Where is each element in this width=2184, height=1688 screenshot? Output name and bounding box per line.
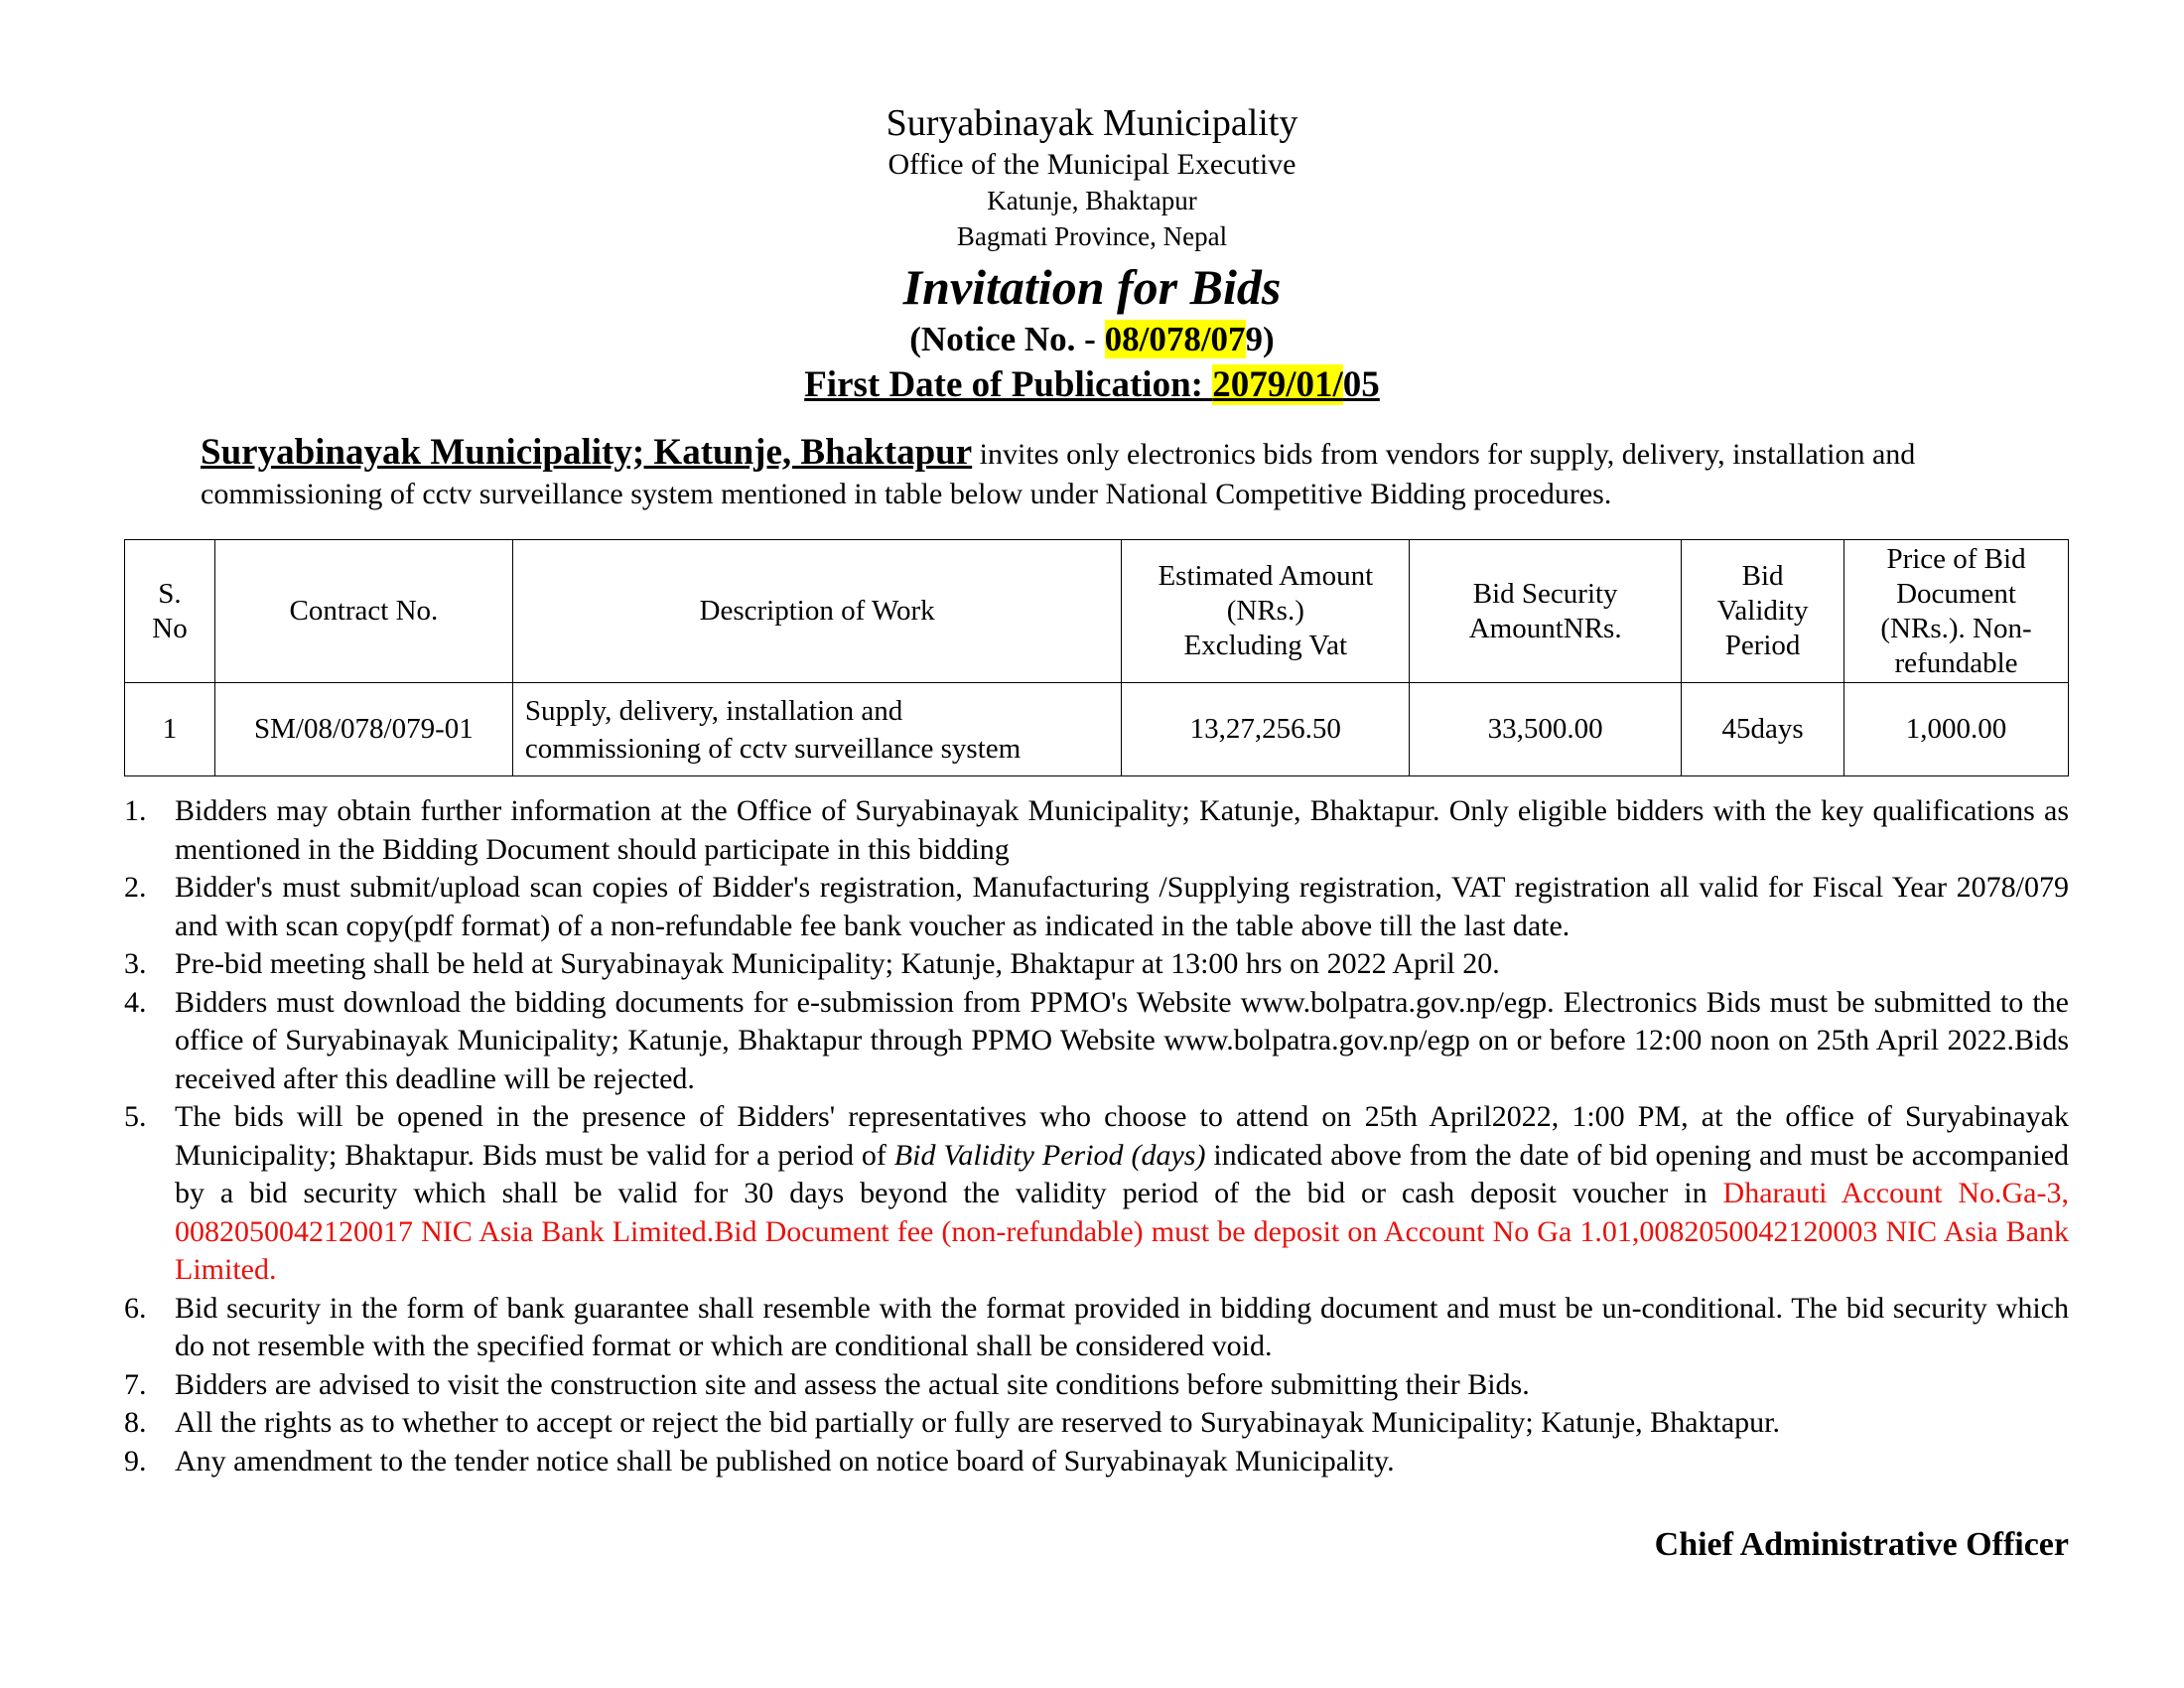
notice-header xyxy=(0,99,2184,409)
list-item: 7. Bidders are advised to visit the construction site and assess the actual site conditions before submitting their Bids. xyxy=(124,1367,1530,1401)
municipality-name: Suryabinayak Municipality xyxy=(886,102,1298,144)
cell-sno: 1 xyxy=(125,683,215,776)
list-item: 3. Pre-bid meeting shall be held at Suryabinayak Municipality; Katunje, Bhaktapur at 13:00 hrs on 2022 April 20. xyxy=(124,947,1500,980)
notes-list xyxy=(124,792,2069,1480)
signature-title: Chief Administrative Officer xyxy=(1654,1526,2069,1563)
address-line-1: Katunje, Bhaktapur xyxy=(987,186,1197,215)
publication-suffix: 05 xyxy=(1342,364,1380,405)
intro-text: invites only electronics bids from vendors for supply, delivery, installation and commissioning of cctv surveillance system mentioned in table below under National Competitive Bidding procedures. xyxy=(201,438,1916,510)
notice-prefix: (Notice No. - xyxy=(909,320,1105,358)
page-title: Invitation for Bids xyxy=(902,259,1282,315)
list-item: 6. Bid security in the form of bank guarantee shall resemble with the format provided in bidding document and must be un-conditional. The bid security which do not resemble with the specified format or which are conditional shall be considered void. xyxy=(124,1291,2069,1362)
address-line-2: Bagmati Province, Nepal xyxy=(956,221,1228,251)
list-item: 1. Bidders may obtain further information at the Office of Suryabinayak Municipality; Katunje, Bhaktapur. Only eligible bidders with the key qualifications as mentioned in the Bidding Document should participate in this bidding xyxy=(124,794,2069,866)
intro-paragraph xyxy=(201,433,2087,514)
notice-suffix: 9) xyxy=(1245,320,1275,358)
header-contract: Contract No. xyxy=(214,540,512,683)
publication-date xyxy=(0,361,2184,409)
header-bid-security: Bid Security AmountNRs. xyxy=(1410,540,1682,683)
notice-number xyxy=(0,318,2184,361)
bids-table xyxy=(124,539,2069,776)
bank-account-info: Dharauti Account No.Ga-3, 0082050042120017 NIC Asia Bank Limited.Bid Document fee (non-refundable) must be deposit on Account No Ga 1.01,0082050042120003 NIC Asia Bank Limited. xyxy=(175,1177,2069,1286)
header-bid-validity: Bid Validity Period xyxy=(1682,540,1844,683)
cell-bid-validity: 45days xyxy=(1682,683,1844,776)
header-price-of-document: Price of Bid Document (NRs.). Non- refundable xyxy=(1844,540,2069,683)
office-name: Office of the Municipal Executive xyxy=(887,148,1297,181)
header-description: Description of Work xyxy=(512,540,1122,683)
list-item: 4. Bidders must download the bidding documents for e-submission from PPMO's Website www.bolpatra.gov.np/egp. Electronics Bids must be submitted to the office of Suryabinayak Municipality; Katunje, Bhaktapur through PPMO Website www.bolpatra.gov.np/egp on or before 12:00 noon on 25th April 2022.Bids received after this deadline will be rejected. xyxy=(124,985,2069,1095)
table-row xyxy=(125,683,2069,776)
header-sno: S. No xyxy=(125,540,215,683)
cell-contract: SM/08/078/079-01 xyxy=(214,683,512,776)
list-item: 8. All the rights as to whether to accept or reject the bid partially or fully are reserved to Suryabinayak Municipality; Katunje, Bhaktapur. xyxy=(124,1406,1780,1439)
publication-prefix: First Date of Publication: xyxy=(804,364,1213,405)
cell-bid-security: 33,500.00 xyxy=(1410,683,1682,776)
list-item: 9. Any amendment to the tender notice shall be published on notice board of Suryabinayak Municipality. xyxy=(124,1444,1395,1477)
header-estimated-amount: Estimated Amount (NRs.) Excluding Vat xyxy=(1122,540,1410,683)
list-item: 2. Bidder's must submit/upload scan copies of Bidder's registration, Manufacturing /Supplying registration, VAT registration all valid for Fiscal Year 2078/079 and with scan copy(pdf format) of a non-refundable fee bank voucher as indicated in the table above till the last date. xyxy=(124,871,2069,942)
cell-description: Supply, delivery, installation and commissioning of cctv surveillance system xyxy=(512,683,1122,776)
cell-estimated-amount: 13,27,256.50 xyxy=(1122,683,1410,776)
table-header-row xyxy=(125,540,2069,683)
notice-highlight: 08/078/07 xyxy=(1104,320,1246,358)
list-item: 5. The bids will be opened in the presence of Bidders' representatives who choose to attend on 25th April2022, 1:00 PM, at the office of Suryabinayak Municipality; Bhaktapur. Bids must be valid for a period of Bid Validity Period (days) indicated above from the date of bid opening and must be accompanied by a bid security which shall be valid for 30 days beyond the validity period of the bid or cash deposit voucher in Dharauti Account No.Ga-3, 0082050042120017 NIC Asia Bank Limited.Bid Document fee (non-refundable) must be deposit on Account No Ga 1.01,0082050042120003 NIC Asia Bank Limited. xyxy=(124,1100,2070,1286)
cell-price: 1,000.00 xyxy=(1844,683,2069,776)
publication-highlight: 2079/01/ xyxy=(1212,364,1343,405)
intro-organization: Suryabinayak Municipality; Katunje, Bhaktapur xyxy=(201,432,973,473)
